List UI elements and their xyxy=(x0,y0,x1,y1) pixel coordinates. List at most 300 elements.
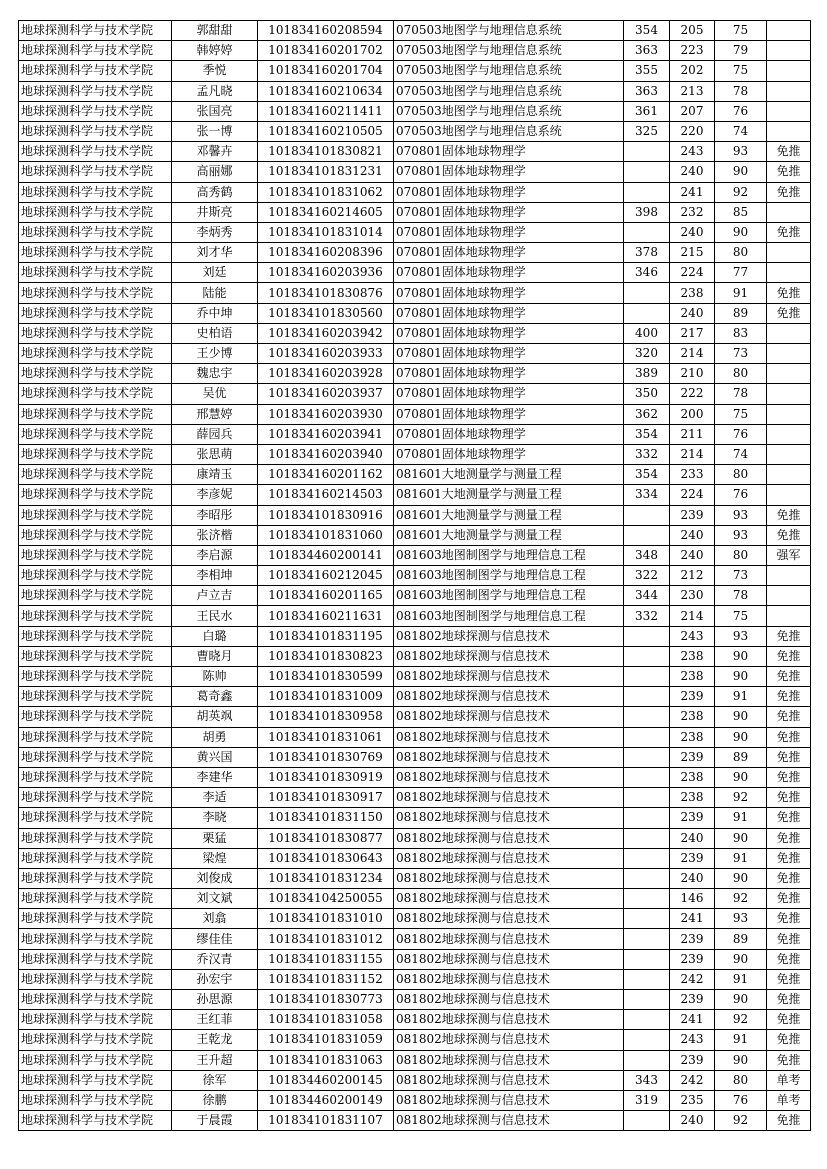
initial-score-cell: 362 xyxy=(624,404,670,424)
college-cell: 地球探测科学与技术学院 xyxy=(19,727,172,747)
retest-score-cell: 241 xyxy=(670,909,715,929)
retest-score-cell: 238 xyxy=(670,767,715,787)
college-cell: 地球探测科学与技术学院 xyxy=(19,505,172,525)
student-name-cell: 李昭彤 xyxy=(172,505,258,525)
interview-score-cell: 77 xyxy=(715,263,767,283)
initial-score-cell: 332 xyxy=(624,606,670,626)
initial-score-cell: 363 xyxy=(624,81,670,101)
student-name-cell: 井斯亮 xyxy=(172,202,258,222)
note-cell xyxy=(767,323,811,343)
college-cell: 地球探测科学与技术学院 xyxy=(19,990,172,1010)
note-cell xyxy=(767,465,811,485)
table-row xyxy=(19,909,811,929)
note-cell: 免推 xyxy=(767,868,811,888)
table-row xyxy=(19,586,811,606)
student-name-cell: 张思萌 xyxy=(172,444,258,464)
student-name-cell: 白璐 xyxy=(172,626,258,646)
interview-score-cell: 80 xyxy=(715,545,767,565)
retest-score-cell: 240 xyxy=(670,828,715,848)
table-row xyxy=(19,121,811,141)
initial-score-cell xyxy=(624,1111,670,1131)
retest-score-cell: 238 xyxy=(670,707,715,727)
note-cell xyxy=(767,243,811,263)
major-cell: 070801固体地球物理学 xyxy=(394,202,624,222)
exam-id-cell: 101834104250055 xyxy=(258,889,394,909)
college-cell: 地球探测科学与技术学院 xyxy=(19,1050,172,1070)
table-row xyxy=(19,202,811,222)
table-row xyxy=(19,667,811,687)
college-cell: 地球探测科学与技术学院 xyxy=(19,828,172,848)
major-cell: 081802地球探测与信息技术 xyxy=(394,868,624,888)
initial-score-cell: 354 xyxy=(624,465,670,485)
note-cell xyxy=(767,424,811,444)
note-cell: 免推 xyxy=(767,182,811,202)
student-name-cell: 薛园兵 xyxy=(172,424,258,444)
college-cell: 地球探测科学与技术学院 xyxy=(19,747,172,767)
interview-score-cell: 74 xyxy=(715,121,767,141)
initial-score-cell: 400 xyxy=(624,323,670,343)
retest-score-cell: 200 xyxy=(670,404,715,424)
retest-score-cell: 240 xyxy=(670,525,715,545)
exam-id-cell: 101834101830643 xyxy=(258,848,394,868)
student-name-cell: 邓馨卉 xyxy=(172,142,258,162)
table-row xyxy=(19,687,811,707)
interview-score-cell: 93 xyxy=(715,626,767,646)
initial-score-cell xyxy=(624,727,670,747)
retest-score-cell: 233 xyxy=(670,465,715,485)
exam-id-cell: 101834160211411 xyxy=(258,101,394,121)
interview-score-cell: 91 xyxy=(715,687,767,707)
note-cell xyxy=(767,202,811,222)
retest-score-cell: 212 xyxy=(670,566,715,586)
initial-score-cell xyxy=(624,182,670,202)
initial-score-cell xyxy=(624,283,670,303)
student-name-cell: 卢立吉 xyxy=(172,586,258,606)
exam-id-cell: 101834160214503 xyxy=(258,485,394,505)
interview-score-cell: 90 xyxy=(715,868,767,888)
retest-score-cell: 242 xyxy=(670,969,715,989)
retest-score-cell: 239 xyxy=(670,929,715,949)
initial-score-cell xyxy=(624,687,670,707)
note-cell: 免推 xyxy=(767,828,811,848)
note-cell: 免推 xyxy=(767,949,811,969)
table-row xyxy=(19,606,811,626)
note-cell: 免推 xyxy=(767,687,811,707)
initial-score-cell: 398 xyxy=(624,202,670,222)
college-cell: 地球探测科学与技术学院 xyxy=(19,767,172,787)
major-cell: 070801固体地球物理学 xyxy=(394,303,624,323)
note-cell xyxy=(767,344,811,364)
college-cell: 地球探测科学与技术学院 xyxy=(19,344,172,364)
retest-score-cell: 238 xyxy=(670,727,715,747)
major-cell: 081802地球探测与信息技术 xyxy=(394,1030,624,1050)
table-row xyxy=(19,505,811,525)
major-cell: 070503地图学与地理信息系统 xyxy=(394,81,624,101)
interview-score-cell: 91 xyxy=(715,808,767,828)
note-cell: 免推 xyxy=(767,767,811,787)
initial-score-cell: 320 xyxy=(624,344,670,364)
student-name-cell: 郭甜甜 xyxy=(172,21,258,41)
note-cell xyxy=(767,61,811,81)
college-cell: 地球探测科学与技术学院 xyxy=(19,545,172,565)
student-name-cell: 陆能 xyxy=(172,283,258,303)
exam-id-cell: 101834101831061 xyxy=(258,727,394,747)
note-cell xyxy=(767,384,811,404)
note-cell: 免推 xyxy=(767,222,811,242)
college-cell: 地球探测科学与技术学院 xyxy=(19,626,172,646)
college-cell: 地球探测科学与技术学院 xyxy=(19,1090,172,1110)
major-cell: 081802地球探测与信息技术 xyxy=(394,848,624,868)
interview-score-cell: 90 xyxy=(715,646,767,666)
interview-score-cell: 93 xyxy=(715,909,767,929)
major-cell: 070801固体地球物理学 xyxy=(394,323,624,343)
exam-id-cell: 101834101830877 xyxy=(258,828,394,848)
college-cell: 地球探测科学与技术学院 xyxy=(19,61,172,81)
note-cell xyxy=(767,121,811,141)
major-cell: 070801固体地球物理学 xyxy=(394,162,624,182)
retest-score-cell: 238 xyxy=(670,667,715,687)
interview-score-cell: 92 xyxy=(715,889,767,909)
student-name-cell: 吴优 xyxy=(172,384,258,404)
retest-score-cell: 223 xyxy=(670,41,715,61)
note-cell xyxy=(767,81,811,101)
interview-score-cell: 76 xyxy=(715,485,767,505)
student-name-cell: 王乾龙 xyxy=(172,1030,258,1050)
exam-id-cell: 101834160203936 xyxy=(258,263,394,283)
interview-score-cell: 92 xyxy=(715,1111,767,1131)
major-cell: 081802地球探测与信息技术 xyxy=(394,828,624,848)
student-name-cell: 孙宏宇 xyxy=(172,969,258,989)
interview-score-cell: 80 xyxy=(715,1070,767,1090)
exam-id-cell: 101834160201702 xyxy=(258,41,394,61)
table-row xyxy=(19,465,811,485)
student-name-cell: 王民水 xyxy=(172,606,258,626)
major-cell: 070503地图学与地理信息系统 xyxy=(394,61,624,81)
major-cell: 081802地球探测与信息技术 xyxy=(394,909,624,929)
table-row xyxy=(19,424,811,444)
interview-score-cell: 80 xyxy=(715,465,767,485)
college-cell: 地球探测科学与技术学院 xyxy=(19,243,172,263)
table-row xyxy=(19,747,811,767)
initial-score-cell xyxy=(624,142,670,162)
note-cell xyxy=(767,444,811,464)
note-cell: 免推 xyxy=(767,1111,811,1131)
retest-score-cell: 232 xyxy=(670,202,715,222)
college-cell: 地球探测科学与技术学院 xyxy=(19,283,172,303)
major-cell: 081802地球探测与信息技术 xyxy=(394,727,624,747)
note-cell: 免推 xyxy=(767,808,811,828)
retest-score-cell: 215 xyxy=(670,243,715,263)
retest-score-cell: 239 xyxy=(670,505,715,525)
major-cell: 081601大地测量学与测量工程 xyxy=(394,465,624,485)
retest-score-cell: 210 xyxy=(670,364,715,384)
major-cell: 070801固体地球物理学 xyxy=(394,444,624,464)
admission-table xyxy=(18,20,811,1131)
table-body xyxy=(19,21,811,1131)
note-cell: 免推 xyxy=(767,1030,811,1050)
student-name-cell: 李启源 xyxy=(172,545,258,565)
note-cell: 免推 xyxy=(767,283,811,303)
retest-score-cell: 240 xyxy=(670,222,715,242)
retest-score-cell: 239 xyxy=(670,747,715,767)
college-cell: 地球探测科学与技术学院 xyxy=(19,929,172,949)
major-cell: 081802地球探测与信息技术 xyxy=(394,667,624,687)
exam-id-cell: 101834160201162 xyxy=(258,465,394,485)
exam-id-cell: 101834101831155 xyxy=(258,949,394,969)
college-cell: 地球探测科学与技术学院 xyxy=(19,323,172,343)
note-cell: 单考 xyxy=(767,1070,811,1090)
interview-score-cell: 78 xyxy=(715,586,767,606)
note-cell: 免推 xyxy=(767,1050,811,1070)
initial-score-cell xyxy=(624,969,670,989)
initial-score-cell: 322 xyxy=(624,566,670,586)
note-cell xyxy=(767,101,811,121)
college-cell: 地球探测科学与技术学院 xyxy=(19,465,172,485)
major-cell: 070801固体地球物理学 xyxy=(394,243,624,263)
initial-score-cell xyxy=(624,667,670,687)
exam-id-cell: 101834160203928 xyxy=(258,364,394,384)
exam-id-cell: 101834101831009 xyxy=(258,687,394,707)
student-name-cell: 乔汉青 xyxy=(172,949,258,969)
college-cell: 地球探测科学与技术学院 xyxy=(19,1030,172,1050)
interview-score-cell: 90 xyxy=(715,707,767,727)
table-row xyxy=(19,1090,811,1110)
college-cell: 地球探测科学与技术学院 xyxy=(19,525,172,545)
exam-id-cell: 101834101830917 xyxy=(258,788,394,808)
interview-score-cell: 93 xyxy=(715,142,767,162)
note-cell: 免推 xyxy=(767,505,811,525)
exam-id-cell: 101834160210505 xyxy=(258,121,394,141)
exam-id-cell: 101834101830958 xyxy=(258,707,394,727)
table-row xyxy=(19,222,811,242)
table-row xyxy=(19,868,811,888)
initial-score-cell: 378 xyxy=(624,243,670,263)
note-cell xyxy=(767,606,811,626)
major-cell: 081603地图制图学与地理信息工程 xyxy=(394,606,624,626)
table-row xyxy=(19,303,811,323)
major-cell: 070801固体地球物理学 xyxy=(394,263,624,283)
student-name-cell: 魏忠宇 xyxy=(172,364,258,384)
table-row xyxy=(19,323,811,343)
initial-score-cell xyxy=(624,707,670,727)
initial-score-cell: 350 xyxy=(624,384,670,404)
major-cell: 081603地图制图学与地理信息工程 xyxy=(394,545,624,565)
initial-score-cell xyxy=(624,808,670,828)
major-cell: 081802地球探测与信息技术 xyxy=(394,808,624,828)
note-cell xyxy=(767,566,811,586)
retest-score-cell: 207 xyxy=(670,101,715,121)
retest-score-cell: 224 xyxy=(670,485,715,505)
major-cell: 081802地球探测与信息技术 xyxy=(394,1010,624,1030)
initial-score-cell xyxy=(624,909,670,929)
student-name-cell: 张国亮 xyxy=(172,101,258,121)
college-cell: 地球探测科学与技术学院 xyxy=(19,41,172,61)
retest-score-cell: 239 xyxy=(670,848,715,868)
student-name-cell: 康靖玉 xyxy=(172,465,258,485)
note-cell: 免推 xyxy=(767,646,811,666)
table-row xyxy=(19,727,811,747)
retest-score-cell: 211 xyxy=(670,424,715,444)
table-row xyxy=(19,848,811,868)
note-cell: 免推 xyxy=(767,889,811,909)
table-row xyxy=(19,949,811,969)
interview-score-cell: 78 xyxy=(715,384,767,404)
table-row xyxy=(19,545,811,565)
interview-score-cell: 85 xyxy=(715,202,767,222)
interview-score-cell: 90 xyxy=(715,667,767,687)
initial-score-cell: 346 xyxy=(624,263,670,283)
note-cell: 免推 xyxy=(767,727,811,747)
table-row xyxy=(19,404,811,424)
initial-score-cell: 334 xyxy=(624,485,670,505)
interview-score-cell: 90 xyxy=(715,949,767,969)
note-cell: 免推 xyxy=(767,848,811,868)
initial-score-cell xyxy=(624,646,670,666)
table-row xyxy=(19,1070,811,1090)
table-row xyxy=(19,929,811,949)
exam-id-cell: 101834160203942 xyxy=(258,323,394,343)
college-cell: 地球探测科学与技术学院 xyxy=(19,909,172,929)
interview-score-cell: 90 xyxy=(715,222,767,242)
interview-score-cell: 73 xyxy=(715,566,767,586)
exam-id-cell: 101834160211631 xyxy=(258,606,394,626)
retest-score-cell: 240 xyxy=(670,303,715,323)
college-cell: 地球探测科学与技术学院 xyxy=(19,1111,172,1131)
initial-score-cell xyxy=(624,747,670,767)
exam-id-cell: 101834101831014 xyxy=(258,222,394,242)
major-cell: 070801固体地球物理学 xyxy=(394,384,624,404)
interview-score-cell: 76 xyxy=(715,424,767,444)
retest-score-cell: 146 xyxy=(670,889,715,909)
interview-score-cell: 89 xyxy=(715,303,767,323)
note-cell: 免推 xyxy=(767,788,811,808)
exam-id-cell: 101834160203941 xyxy=(258,424,394,444)
student-name-cell: 黄兴国 xyxy=(172,747,258,767)
major-cell: 081802地球探测与信息技术 xyxy=(394,929,624,949)
student-name-cell: 梁煌 xyxy=(172,848,258,868)
exam-id-cell: 101834160208396 xyxy=(258,243,394,263)
table-row xyxy=(19,81,811,101)
major-cell: 070801固体地球物理学 xyxy=(394,364,624,384)
major-cell: 081802地球探测与信息技术 xyxy=(394,1070,624,1090)
student-name-cell: 栗猛 xyxy=(172,828,258,848)
student-name-cell: 李炳秀 xyxy=(172,222,258,242)
note-cell xyxy=(767,263,811,283)
initial-score-cell xyxy=(624,767,670,787)
exam-id-cell: 101834460200141 xyxy=(258,545,394,565)
major-cell: 070503地图学与地理信息系统 xyxy=(394,41,624,61)
exam-id-cell: 101834101831231 xyxy=(258,162,394,182)
major-cell: 081601大地测量学与测量工程 xyxy=(394,525,624,545)
exam-id-cell: 101834101830773 xyxy=(258,990,394,1010)
interview-score-cell: 75 xyxy=(715,606,767,626)
table-row xyxy=(19,21,811,41)
student-name-cell: 葛奇鑫 xyxy=(172,687,258,707)
exam-id-cell: 101834101831058 xyxy=(258,1010,394,1030)
table-row xyxy=(19,41,811,61)
student-name-cell: 王少博 xyxy=(172,344,258,364)
interview-score-cell: 75 xyxy=(715,21,767,41)
major-cell: 081802地球探测与信息技术 xyxy=(394,889,624,909)
major-cell: 081802地球探测与信息技术 xyxy=(394,707,624,727)
student-name-cell: 孙思源 xyxy=(172,990,258,1010)
retest-score-cell: 239 xyxy=(670,687,715,707)
college-cell: 地球探测科学与技术学院 xyxy=(19,404,172,424)
interview-score-cell: 83 xyxy=(715,323,767,343)
exam-id-cell: 101834160201165 xyxy=(258,586,394,606)
table-row xyxy=(19,485,811,505)
retest-score-cell: 241 xyxy=(670,182,715,202)
college-cell: 地球探测科学与技术学院 xyxy=(19,848,172,868)
interview-score-cell: 90 xyxy=(715,828,767,848)
major-cell: 070801固体地球物理学 xyxy=(394,222,624,242)
interview-score-cell: 91 xyxy=(715,969,767,989)
student-name-cell: 李建华 xyxy=(172,767,258,787)
major-cell: 081802地球探测与信息技术 xyxy=(394,767,624,787)
exam-id-cell: 101834101830916 xyxy=(258,505,394,525)
exam-id-cell: 101834160208594 xyxy=(258,21,394,41)
exam-id-cell: 101834101831060 xyxy=(258,525,394,545)
major-cell: 081802地球探测与信息技术 xyxy=(394,687,624,707)
table-row xyxy=(19,101,811,121)
initial-score-cell xyxy=(624,505,670,525)
student-name-cell: 李相坤 xyxy=(172,566,258,586)
initial-score-cell xyxy=(624,990,670,1010)
college-cell: 地球探测科学与技术学院 xyxy=(19,889,172,909)
major-cell: 081601大地测量学与测量工程 xyxy=(394,485,624,505)
table-row xyxy=(19,525,811,545)
retest-score-cell: 239 xyxy=(670,949,715,969)
college-cell: 地球探测科学与技术学院 xyxy=(19,1010,172,1030)
college-cell: 地球探测科学与技术学院 xyxy=(19,21,172,41)
student-name-cell: 张济楷 xyxy=(172,525,258,545)
student-name-cell: 于晨霞 xyxy=(172,1111,258,1131)
college-cell: 地球探测科学与技术学院 xyxy=(19,364,172,384)
student-name-cell: 李晓 xyxy=(172,808,258,828)
initial-score-cell xyxy=(624,929,670,949)
exam-id-cell: 101834101830560 xyxy=(258,303,394,323)
initial-score-cell: 319 xyxy=(624,1090,670,1110)
interview-score-cell: 90 xyxy=(715,1050,767,1070)
initial-score-cell xyxy=(624,1010,670,1030)
college-cell: 地球探测科学与技术学院 xyxy=(19,384,172,404)
table-row xyxy=(19,828,811,848)
retest-score-cell: 242 xyxy=(670,1070,715,1090)
retest-score-cell: 220 xyxy=(670,121,715,141)
student-name-cell: 刘俊成 xyxy=(172,868,258,888)
note-cell: 免推 xyxy=(767,990,811,1010)
retest-score-cell: 239 xyxy=(670,990,715,1010)
note-cell xyxy=(767,586,811,606)
major-cell: 081601大地测量学与测量工程 xyxy=(394,505,624,525)
initial-score-cell xyxy=(624,1050,670,1070)
college-cell: 地球探测科学与技术学院 xyxy=(19,606,172,626)
initial-score-cell xyxy=(624,889,670,909)
initial-score-cell xyxy=(624,222,670,242)
table-row xyxy=(19,162,811,182)
interview-score-cell: 90 xyxy=(715,727,767,747)
retest-score-cell: 243 xyxy=(670,626,715,646)
student-name-cell: 刘廷 xyxy=(172,263,258,283)
student-name-cell: 胡英飒 xyxy=(172,707,258,727)
interview-score-cell: 92 xyxy=(715,1010,767,1030)
interview-score-cell: 76 xyxy=(715,1090,767,1110)
college-cell: 地球探测科学与技术学院 xyxy=(19,646,172,666)
interview-score-cell: 91 xyxy=(715,848,767,868)
college-cell: 地球探测科学与技术学院 xyxy=(19,303,172,323)
initial-score-cell xyxy=(624,303,670,323)
major-cell: 070503地图学与地理信息系统 xyxy=(394,21,624,41)
